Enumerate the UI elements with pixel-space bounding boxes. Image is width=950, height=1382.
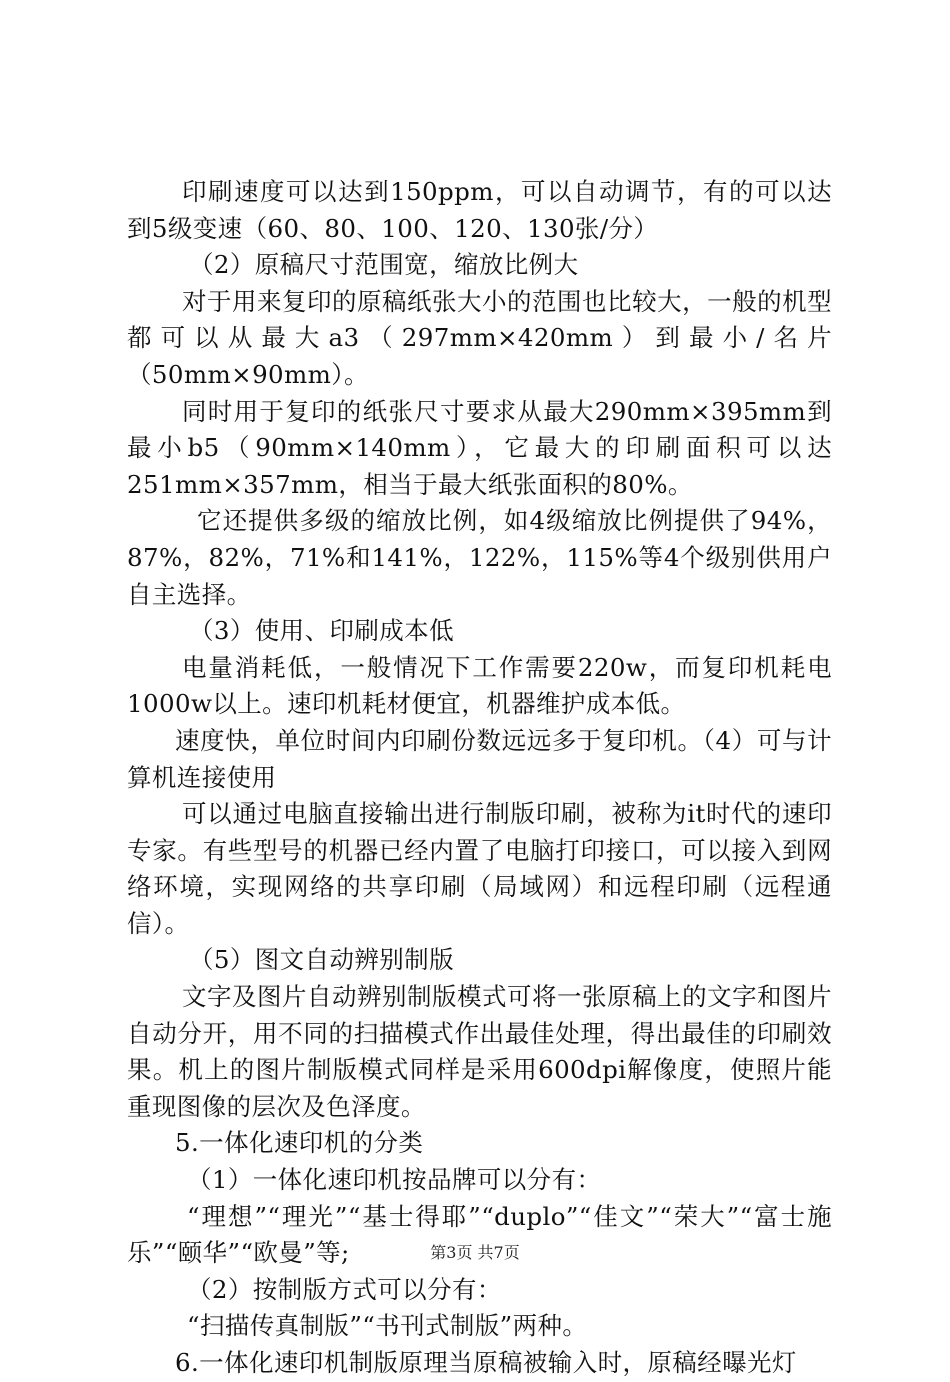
- paragraph-plate-methods: “扫描传真制版”“书刊式制版”两种。: [187, 1311, 588, 1341]
- page-number-footer: 第3页 共7页: [430, 1243, 520, 1262]
- heading-by-plate-method: （2）按制版方式可以分有：: [187, 1274, 502, 1304]
- paragraph-paper-size: 同时用于复印的纸张尺寸要求从最大290mm×395mm到最小b5（90mm×140mm），它最大的印刷面积可以达251mm×357mm，相当于最大纸张面积的80%。: [127, 396, 832, 499]
- paragraph-print-speed: 印刷速度可以达到150ppm，可以自动调节，有的可以达到5级变速（60、80、100、120、130张/分）: [127, 177, 832, 243]
- paragraph-power-consumption: 电量消耗低，一般情况下工作需要220w，而复印机耗电1000w以上。速印机耗材便宜，机器维护成本低。: [127, 652, 832, 719]
- paragraph-auto-detect: 文字及图片自动辨别制版模式可将一张原稿上的文字和图片自动分开，用不同的扫描模式作出最佳处理，得出最佳的印刷效果。机上的图片制版模式同样是采用600dpi解像度，使照片能重现图像的层次及色泽度。: [127, 982, 832, 1121]
- paragraph-brand-list: “理想”“理光”“基士得耶”“duplo”“佳文”“荣大”“富士施乐”“颐华”“欧曼”等;: [127, 1201, 832, 1268]
- heading-low-cost: （3）使用、印刷成本低: [189, 616, 454, 646]
- heading-classification: 5.一体化速印机的分类: [175, 1128, 424, 1158]
- heading-original-size: （2）原稿尺寸范围宽，缩放比例大: [189, 250, 579, 280]
- heading-by-brand: （1）一体化速印机按品牌可以分有：: [187, 1165, 602, 1195]
- heading-auto-detect: （5）图文自动辨别制版: [189, 945, 454, 975]
- document-body: [127, 174, 832, 1382]
- paragraph-plate-principle: 6.一体化速印机制版原理当原稿被输入时，原稿经曝光灯: [175, 1348, 797, 1377]
- paragraph-speed-computer: 速度快，单位时间内印刷份数远远多于复印机。（4）可与计算机连接使用: [127, 725, 832, 792]
- paragraph-computer-connection: 可以通过电脑直接输出进行制版印刷，被称为it时代的速印专家。有些型号的机器已经内置了电脑打印接口，可以接入到网络环境，实现网络的共享印刷（局域网）和远程印刷（远程通信）。: [127, 799, 832, 938]
- paragraph-zoom-ratio: 它还提供多级的缩放比例，如4级缩放比例提供了94%，87%，82%，71%和141%，122%，115%等4个级别供用户自主选择。: [127, 506, 832, 609]
- paragraph-original-range: 对于用来复印的原稿纸张大小的范围也比较大，一般的机型都可以从最大a3（297mm×420mm）到最小/名片（50mm×90mm）。: [127, 286, 832, 389]
